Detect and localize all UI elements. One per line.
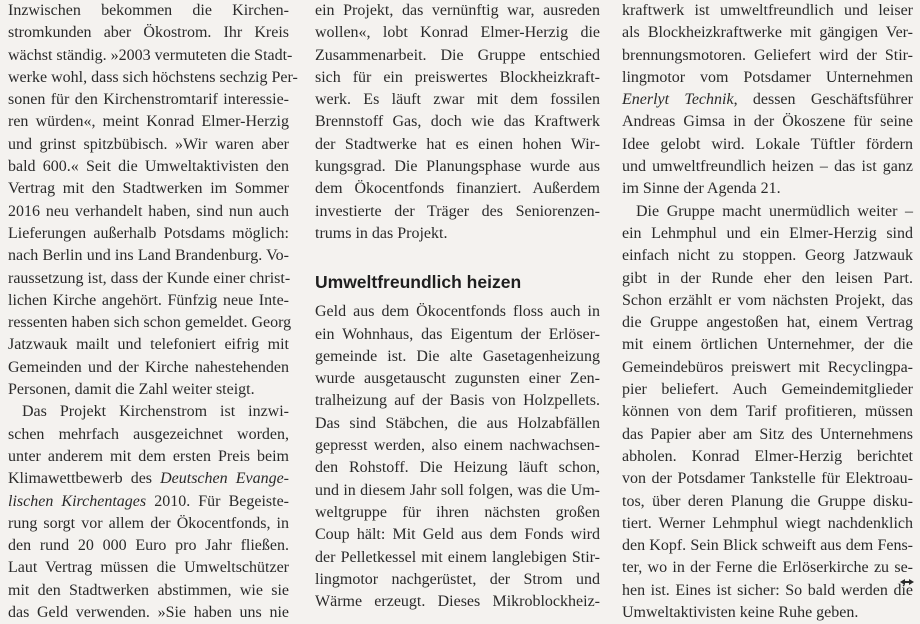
text-line: pier beliefert. Auch Gemeindemitglieder — [622, 381, 913, 399]
text-line: das Papier aber am Sitz des Unternehmens — [622, 425, 913, 443]
text-line-italic-company: Enerlyt Technik, dessen Geschäftsführer — [622, 91, 913, 109]
text-line: investierte der Träger des Seniorenzen- — [315, 202, 600, 220]
column-1 — [8, 0, 298, 624]
text-line: ressenten haben sich schon gemeldet. Georg — [8, 314, 292, 332]
text-line: Gemeinden und der Kirche nahestehenden — [8, 358, 289, 376]
text-line: dem Ökocentfonds finanziert. Außerdem — [315, 180, 600, 198]
text-line: kraftwerk ist umweltfreundlich und leiser — [622, 2, 913, 19]
text-line: lichen Kirche angehört. Fünfzig neue Inte- — [8, 291, 289, 309]
text-line: der Stadtwerke hat es einen hohen Wir- — [315, 135, 600, 153]
text-line: von der Potsdamer Tankstelle für Elektroau- — [622, 470, 913, 488]
text-line: kungsgrad. Die Planungsphase wurde aus — [315, 158, 600, 176]
text-line: stromkunden aber Ökostrom. Ihr Kreis — [8, 24, 289, 42]
text-line: einfach nicht zu stoppen. Georg Jatzwauk — [622, 247, 913, 265]
text-line: den Kopf. Sein Blick schweift aus dem Fens- — [622, 537, 913, 555]
text-line: Coup hält: Mit Geld aus dem Fonds wird — [315, 526, 600, 544]
text-line: werke wohl, dass sich höchstens sechzig Per- — [8, 68, 298, 86]
text-line: lischen Kirchentages 2010. Für Begeiste- — [8, 492, 289, 510]
text-line: wächst ständig. »2003 vermuteten die Stadt- — [8, 46, 293, 64]
text-line: Wärme erzeugt. Dieses Mikroblockheiz- — [315, 593, 600, 611]
text-line: und grinst spitzbübisch. »Wir waren aber — [8, 135, 289, 153]
text-line: wollen«, lobt Konrad Elmer-Herzig die — [315, 24, 600, 42]
text-line: schen mehrfach ausgezeichnet worden, — [8, 425, 289, 443]
text-line: ter, wo in der Ferne die Erlöserkirche zu se- — [622, 559, 913, 577]
text-line: hen ist. Eines ist sicher: So bald werden die — [622, 581, 913, 599]
text-line: Andreas Gimsa in der Ökoszene für seine — [622, 113, 913, 131]
text-line: weltgruppe für ihren nächsten großen — [315, 503, 600, 521]
text-line: der Pelletkessel mit einem langlebigen Stir- — [315, 548, 600, 566]
text-line: unter anderem mit dem ersten Preis beim — [8, 447, 289, 465]
text-line: den rund 20 000 Euro pro Jahr fließen. — [8, 537, 289, 555]
text-line: mit den Stadtwerken abstimmen, wie sie — [8, 581, 289, 599]
text-line: als Blockheizkraftwerke mit gängigen Ver- — [622, 24, 913, 42]
section-heading: Umweltfreundlich heizen — [315, 272, 522, 293]
text-line: gemeinde ist. Die alte Gasetagenheizung — [315, 347, 600, 365]
text-line: Vertrag mit den Stadtwerken im Sommer — [8, 180, 289, 198]
text-line: ein Projekt, das vernünftig war, ausreden — [315, 2, 600, 19]
text-line: und in diesem Jahr soll folgen, was die Um- — [315, 481, 600, 499]
text-line: Das sind Stäbchen, die aus Holzabfällen — [315, 414, 600, 432]
text-line: mit einem örtlichen Unternehmer, der die — [622, 336, 913, 354]
text-line: tos, über deren Planung die Gruppe disku- — [622, 492, 913, 510]
text-line: trums in das Projekt. — [315, 224, 448, 242]
end-of-article-mark-icon — [900, 577, 914, 587]
text-line: Das Projekt Kirchenstrom ist inzwi- — [22, 403, 289, 421]
text-line: Lieferungen außerhalb Potsdams möglich: — [8, 224, 289, 242]
text-line: abholen. Konrad Elmer-Herzig berichtet — [622, 447, 913, 465]
text-line: rung sorgt vor allem der Ökocentfonds, in — [8, 514, 289, 532]
text-line: im Sinne der Agenda 21. — [622, 180, 781, 198]
text-line: tiert. Werner Lehmphul wiegt nachdenklich — [622, 514, 913, 532]
text-line: das Geld verwenden. »Sie haben uns nie — [8, 604, 289, 622]
text-line: Personen, damit die Zahl weiter steigt. — [8, 381, 255, 399]
text-line: raussetzung ist, dass der Kunde einer christ- — [8, 269, 291, 287]
text-line: brennungsmotoren. Geliefert wird der Stir- — [622, 46, 913, 64]
text-line: den Rohstoff. Die Heizung läuft schon, — [315, 459, 600, 477]
text-line: sich für ein preiswertes Blockheizkraft- — [315, 68, 600, 86]
text-line: werk. Es läuft zwar mit dem fossilen — [315, 91, 600, 109]
text-line: Gemeindebüros preiswert mit Recyclingpa- — [622, 358, 913, 376]
column-3 — [622, 0, 913, 624]
text-line: Inzwischen bekommen die Kirchen- — [8, 2, 289, 19]
text-line: bald 600.« Seit die Umweltaktivisten den — [8, 158, 289, 176]
text-line: gibt in der Runde eher den leisen Part. — [622, 269, 913, 287]
text-line: können von dem Tarif profitieren, müssen — [622, 403, 913, 421]
text-line: 2016 neu verhandelt haben, sind nun auch — [8, 202, 289, 220]
text-line: ein Lehmphul und ein Elmer-Herzig sind — [622, 224, 913, 242]
text-line: Jatzwauk mailt und telefoniert eifrig mit — [8, 336, 289, 354]
text-line: Klimawettbewerb des Deutschen Evange- — [8, 470, 289, 488]
text-line: sonen für den Kirchenstromtarif interessie- — [8, 91, 289, 109]
text-line: Brennstoff Gas, doch wie das Kraftwerk — [315, 113, 600, 131]
text-line: lingmotor vom Potsdamer Unternehmen — [622, 68, 913, 86]
text-line: Laut Vertrag müssen die Umweltschützer — [8, 559, 289, 577]
text-line: tralheizung auf der Basis von Holzpellets. — [315, 392, 600, 410]
text-line: die Gruppe angestoßen hat, einem Vertrag — [622, 314, 913, 332]
text-line: nach Berlin und ins Land Brandenburg. Vo- — [8, 247, 289, 265]
text-line: und umweltfreundlich heizen – das ist ganz — [622, 158, 913, 176]
text-line: Idee gelobt wird. Lokale Tüftler fördern — [622, 135, 913, 153]
text-line: Schon erzählt er vom nächsten Projekt, das — [622, 291, 913, 309]
text-line: ein Wohnhaus, das Eigentum der Erlöser- — [315, 325, 600, 343]
text-line: Die Gruppe macht unermüdlich weiter – — [636, 202, 913, 220]
text-line: gepresst werden, also einem nachwachsen- — [315, 437, 600, 455]
text-line: ren würden«, meint Konrad Elmer-Herzig — [8, 113, 289, 131]
text-line: Umweltaktivisten keine Ruhe geben. — [622, 604, 859, 622]
text-line: Geld aus dem Ökocentfonds floss auch in — [315, 303, 600, 321]
text-line: wurde ausgetauscht zugunsten einer Zen- — [315, 370, 600, 388]
text-line: lingmotor nachgerüstet, der Strom und — [315, 570, 600, 588]
text-line: Zusammenarbeit. Die Gruppe entschied — [315, 46, 600, 64]
section-gap — [315, 245, 600, 267]
column-2 — [315, 0, 600, 613]
